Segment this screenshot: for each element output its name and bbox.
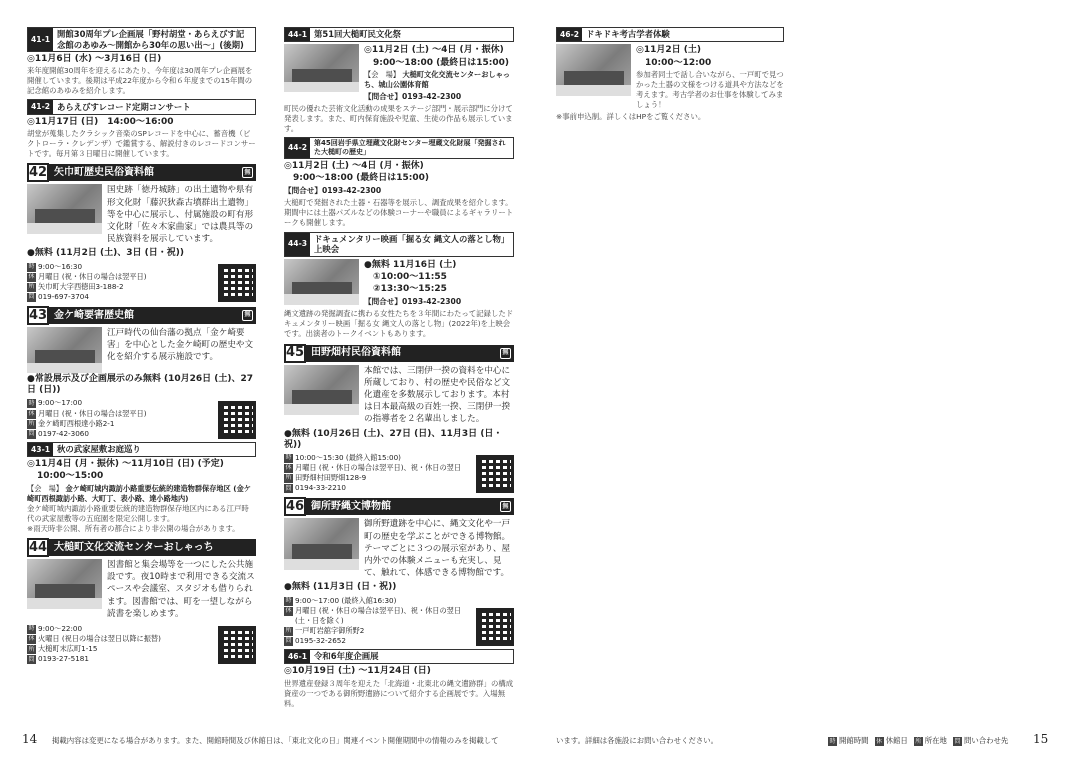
facility-name: 大槌町文化交流センターおしゃっち <box>54 541 214 553</box>
qr-code-icon[interactable] <box>476 608 514 646</box>
opening-hours: 9:00～16:30 <box>38 261 83 271</box>
icon-legend <box>828 736 1008 746</box>
page-number-left: 14 <box>22 732 38 746</box>
facility-info <box>27 262 256 302</box>
subsection-title: 秋の武家屋敷お庭巡り <box>57 444 141 455</box>
phone-icon: 問 <box>954 737 961 745</box>
phone-icon: 問 <box>285 637 292 645</box>
phone: 0193-27-5181 <box>38 654 89 664</box>
address: 矢巾町大字西徳田3-188-2 <box>38 281 124 291</box>
subsection-title: 令和6年度企画展 <box>314 651 379 662</box>
facility-intro <box>27 559 256 622</box>
subsection-44-2-header <box>284 137 514 159</box>
facility-photo <box>27 184 102 234</box>
closed-icon: 休 <box>28 635 35 643</box>
facility-number: 44 <box>27 538 49 557</box>
clock-icon: 時 <box>28 262 35 270</box>
location-icon: 所 <box>28 645 35 653</box>
clock-icon: 時 <box>829 737 836 745</box>
subsection-44-3-header <box>284 232 514 257</box>
event-description: 参加者同士で話し合いながら、一戸町で見つかった土器の文様をつける道具や方法などを考えます。考古学者のお仕事を体験してみましょう！ <box>636 69 784 110</box>
facility-description: 本館では、三閉伊一揆の資料を中心に所蔵しており、村の歴史や民俗など文化遺産を多数展示しております。本村は日本最高級の百姓一揆、三閉伊一揆の指導者を２名輩出しました。 <box>364 365 511 425</box>
event-date: ◎11月17日 (日) 14:00～16:00 <box>27 116 174 127</box>
facility-intro <box>284 518 514 581</box>
facility-name: 御所野縄文博物館 <box>311 501 391 513</box>
phone: 0194-33-2210 <box>295 483 346 493</box>
event-description: 来年度開館30周年を迎えるにあたり、今年度は30周年プレ企画展を開催しています。後期は平成22年度から令和６年度までの15年間の記念館のあゆみを紹介します。 <box>27 66 253 96</box>
facility-photo <box>27 559 102 609</box>
event-description: 縄文遺跡の発掘調査に携わる女性たちを３年間にわたって記録したドキュメンタリー映画「掘る女 縄文人の落とし物」(2022年)を上映会です。出演者のトークイベントもあります。 <box>284 309 514 339</box>
phone-icon: 問 <box>28 429 35 437</box>
location-icon: 所 <box>285 474 292 482</box>
subsection-number: 44-2 <box>285 138 310 158</box>
venue-label: 【会 場】 <box>27 483 63 493</box>
event-time-1: ①10:00～11:55 <box>373 271 447 282</box>
event-photo <box>556 44 631 96</box>
opening-hours: 9:00～22:00 <box>38 624 83 634</box>
event-venue <box>27 484 256 504</box>
location-icon: 所 <box>285 627 292 635</box>
subsection-number: 41-2 <box>28 100 53 113</box>
facility-42-header <box>27 164 256 181</box>
clock-icon: 時 <box>28 625 35 633</box>
facility-info <box>27 624 256 664</box>
free-badge-icon: 無 <box>500 501 511 512</box>
subsection-number: 46-2 <box>557 28 582 41</box>
facility-description: 御所野遺跡を中心に、縄文文化や一戸町の歴史を学ぶことができる博物館。テーマごとに３つの展示室があり、屋内外での体験メニューも充実し、見て、触れて、体感できる博物館です。 <box>364 519 511 579</box>
footer-note-left: 掲載内容は変更になる場合があります。また、開館時間及び休館日は、「東北文化の日」関連イベント開催期間中の情報のみを掲載して <box>52 736 499 745</box>
phone: 0195-32-2652 <box>295 635 346 645</box>
subsection-46-1-header <box>284 649 514 664</box>
subsection-title: ドキュメンタリー映画「掘る女 縄文人の落とし物」上映会 <box>314 233 506 255</box>
legend-address: 所在地 <box>924 736 947 746</box>
subsection-title: あらえびすレコード定期コンサート <box>57 101 191 112</box>
facility-description: 江戸時代の仙台藩の拠点「金ケ崎要害」を中心とした金ケ崎町の歴史や文化を紹介する展示施設です。 <box>107 327 254 363</box>
facility-info <box>284 453 514 493</box>
free-dates: ●常設展示及び企画展示のみ無料 (10月26日 (土)、27日 (日)) <box>27 373 254 396</box>
facility-name: 田野畑村民俗資料館 <box>311 347 401 359</box>
venue-text: 金ケ崎町城内諏訪小路重要伝統的建造物群保存地区 (金ケ崎町西根諏訪小路、大町丁、表小路、達小路地内) <box>27 483 251 503</box>
closed-icon: 休 <box>876 737 883 745</box>
legend-closed: 休館日 <box>885 736 908 746</box>
event-date: ◎10月19日 (土) ～11月24日 (日) <box>284 666 431 677</box>
column-right <box>556 24 784 124</box>
closed-days: 月曜日 (祝・休日の場合は翌平日) <box>38 271 147 281</box>
subsection-number: 44-1 <box>285 28 310 41</box>
facility-intro <box>27 184 256 247</box>
phone-icon: 問 <box>28 655 35 663</box>
address: 一戸町岩舘字御所野2 <box>295 625 365 635</box>
subsection-number: 44-3 <box>285 233 310 256</box>
facility-43-header <box>27 307 256 324</box>
closed-days: 月曜日 (祝・休日の場合は翌平日)、祝・休日の翌日 (土・日を除く) <box>295 605 462 625</box>
facility-45-header <box>284 345 514 362</box>
facility-name: 金ケ崎要害歴史館 <box>54 309 134 321</box>
subsection-46-2-header <box>556 27 784 42</box>
address: 田野畑村田野畑128-9 <box>295 473 367 483</box>
event-time: 9:00～18:00 (最終日は15:00) <box>293 173 430 184</box>
event-date: ◎11月4日 (月・振休) ～11月10日 (日) (予定) <box>27 459 224 470</box>
event-date: ●無料 11月16日 (土) <box>364 259 457 270</box>
subsection-title: 第45回岩手県立埋蔵文化財センター埋蔵文化財展「発掘された大槌町の歴史」 <box>314 139 506 157</box>
facility-intro <box>284 365 514 428</box>
event-date: ◎11月2日 (土) ～4日 (月・振休) <box>364 45 504 56</box>
event-summary <box>284 44 514 104</box>
phone-icon: 問 <box>285 484 292 492</box>
event-photo <box>284 44 359 92</box>
facility-name: 矢巾町歴史民俗資料館 <box>54 167 154 179</box>
event-contact: 【問合せ】0193-42-2300 <box>364 92 462 102</box>
phone: 019-697-3704 <box>38 291 89 301</box>
event-description: 大槌町で発掘された土器・石器等を展示し、調査成果を紹介します。期間中には土器パズルなどの体験コーナーや職員によるギャラリートークも開催します。 <box>284 198 514 228</box>
event-time: 10:00～15:00 <box>37 471 104 482</box>
free-dates: ●無料 (11月2日 (土)、3日 (日・祝)) <box>27 248 184 259</box>
column-left <box>27 24 256 664</box>
qr-code-icon[interactable] <box>218 401 256 439</box>
facility-info <box>284 596 514 646</box>
facility-photo <box>284 365 359 415</box>
event-date: ◎11月6日 (水) ～3月16日 (日) <box>27 54 162 64</box>
event-date: ◎11月2日 (土) ～4日 (月・振休) <box>284 160 424 171</box>
location-icon: 所 <box>28 419 35 427</box>
facility-number: 42 <box>27 163 49 182</box>
facility-info <box>27 398 256 438</box>
subsection-number: 46-1 <box>285 650 310 663</box>
facility-46-header <box>284 498 514 515</box>
event-description: 世界遺産登録３周年を迎えた「北海道・北東北の縄文遺跡群」の構成資産の一つである御所野遺跡について紹介する企画展です。入場無料。 <box>284 678 514 708</box>
address: 大槌町末広町1-15 <box>38 644 98 654</box>
facility-description: 国史跡「徳丹城跡」の出土遺物や県有形文化財「藤沢狄森古墳群出土遺物」等を中心に展示し、付属施設の町有形文化財「佐々木家曲家」では農具等の民族資料を展示しています。 <box>107 185 254 245</box>
subsection-title: 第51回大槌町民文化祭 <box>314 29 402 40</box>
subsection-41-2-header <box>27 99 256 114</box>
venue-text: 大槌町文化交流センターおしゃっち、城山公園体育館 <box>364 69 510 90</box>
venue-label: 【会 場】 <box>364 69 400 79</box>
event-contact: 【問合せ】0193-42-2300 <box>284 186 382 196</box>
address: 金ケ崎町西根達小路2-1 <box>38 418 115 428</box>
free-badge-icon: 無 <box>242 310 253 321</box>
event-description: 金ケ崎町城内諏訪小路重要伝統的建造物群保存地区内にある江戸時代の武家屋敷等の五庭園を限定公開します。 <box>27 503 249 523</box>
phone: 0197-42-3060 <box>38 428 89 438</box>
free-dates: ●無料 (10月26日 (土)、27日 (日)、11月3日 (日・祝)) <box>284 428 503 450</box>
subsection-title: 開館30周年プレ企画展「野村胡堂・あらえびす記念館のあゆみ～開館から30年の思い出～」(後期) <box>57 29 245 50</box>
facility-description: 図書館と集会場等を一つにした公共施設です。夜10時まで利用できる交流スペースや会議室、スタジオも借りられます。図書館では、町を一望しながら読書を楽しめます。 <box>107 560 255 619</box>
free-badge-icon: 無 <box>500 348 511 359</box>
event-summary <box>284 259 514 310</box>
column-middle <box>284 24 514 711</box>
event-note: ※雨天時非公開、所有者の都合により非公開の場合があります。 <box>27 524 240 534</box>
clock-icon: 時 <box>28 399 35 407</box>
free-badge-icon: 無 <box>242 167 253 178</box>
subsection-number: 43-1 <box>28 443 53 456</box>
event-photo <box>284 259 359 305</box>
location-icon: 所 <box>915 737 922 745</box>
event-venue <box>364 70 514 90</box>
facility-photo <box>27 327 102 373</box>
event-date: ◎11月2日 (土) <box>636 45 701 56</box>
subsection-43-1-header <box>27 442 256 457</box>
event-description: 胡堂が蒐集したクラシック音楽のSPレコードを中心に、蓄音機（ビクトローラ・クレデンザ）で鑑賞する、解説付きのレコードコンサートです。毎月第３日曜日に開催しています。 <box>27 129 256 159</box>
facility-intro <box>27 327 256 373</box>
closed-icon: 休 <box>28 273 35 280</box>
facility-number: 43 <box>27 306 49 325</box>
event-time: 9:00～18:00 (最終日は15:00) <box>373 57 510 68</box>
subsection-44-1-header <box>284 27 514 42</box>
free-dates: ●無料 (11月3日 (日・祝)) <box>284 582 397 593</box>
qr-code-icon[interactable] <box>218 626 256 664</box>
subsection-title: ドキドキ考古学者体験 <box>586 29 670 40</box>
closed-days: 火曜日 (祝日の場合は翌日以降に振替) <box>38 634 161 644</box>
event-contact: 【問合せ】0193-42-2300 <box>364 297 462 307</box>
facility-number: 46 <box>284 497 306 516</box>
page-number-right: 15 <box>1033 732 1049 746</box>
legend-tel: 問い合わせ先 <box>963 736 1009 746</box>
event-summary <box>556 44 784 112</box>
event-time-2: ②13:30～15:25 <box>373 284 447 295</box>
event-note: ※事前申込制。詳しくはHPをご覧ください。 <box>556 112 706 122</box>
subsection-41-1-header <box>27 27 256 52</box>
facility-photo <box>284 518 359 570</box>
subsection-number: 41-1 <box>28 28 53 51</box>
opening-hours: 9:00～17:00 <box>38 398 83 408</box>
phone-icon: 問 <box>28 293 35 301</box>
closed-days: 月曜日 (祝・休日の場合は翌平日)、祝・休日の翌日 <box>295 463 462 473</box>
opening-hours: 9:00～17:00 (最終入館16:30) <box>295 595 397 605</box>
legend-time: 開館時間 <box>839 736 869 746</box>
clock-icon: 時 <box>285 454 292 462</box>
clock-icon: 時 <box>285 596 292 604</box>
closed-days: 月曜日 (祝・休日の場合は翌平日) <box>38 408 147 418</box>
facility-44-header <box>27 539 256 556</box>
location-icon: 所 <box>28 283 35 291</box>
footer-note-right: います。詳細は各施設にお問い合わせください。 <box>556 736 719 745</box>
closed-icon: 休 <box>285 606 292 614</box>
facility-number: 45 <box>284 344 306 363</box>
closed-icon: 休 <box>28 409 35 417</box>
closed-icon: 休 <box>285 464 292 472</box>
opening-hours: 10:00～15:30 (最終入館15:00) <box>295 453 401 463</box>
event-description: 町民の優れた芸術文化活動の成果をステージ部門・展示部門に分けて発表します。また、町内保育施設や児童、生徒の作品も展示しています。 <box>284 104 513 134</box>
event-time: 10:00～12:00 <box>645 57 712 68</box>
qr-code-icon[interactable] <box>476 455 514 493</box>
qr-code-icon[interactable] <box>218 264 256 302</box>
